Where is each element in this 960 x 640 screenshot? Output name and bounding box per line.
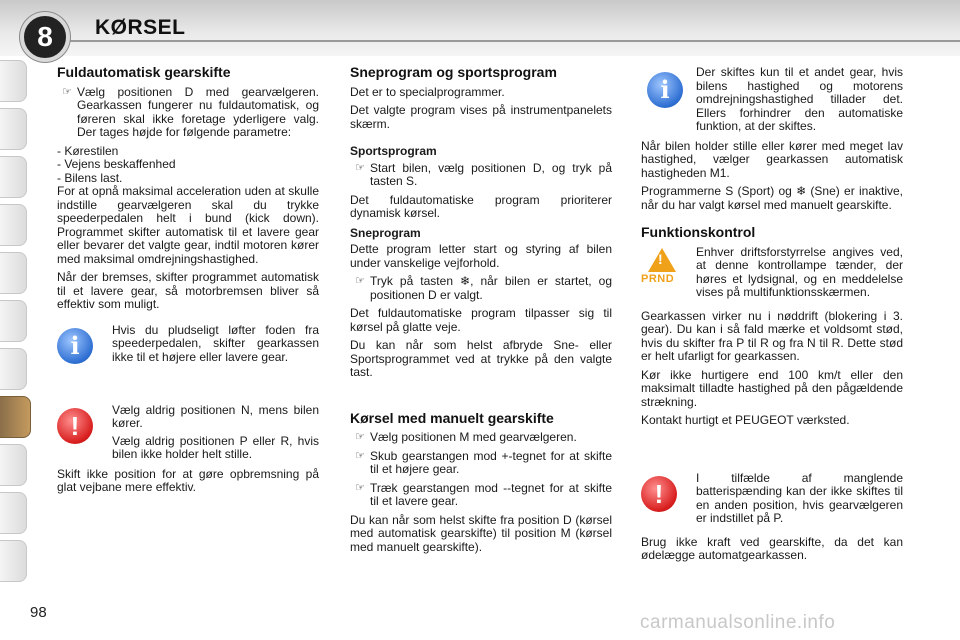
- chapter-tab-active[interactable]: [0, 396, 31, 438]
- chapter-tab[interactable]: [0, 60, 27, 102]
- bullet-text: Vælg positionen M med gearvælgeren.: [370, 430, 577, 444]
- paragraph: Gearkassen virker nu i nøddrift (blokering i 3. gear). Du kan i så fald mærke et voldsomt stød, hvis du skifter fra P til R og fra N til R. Dette stød er helt ufarligt for gearkassen.: [641, 308, 903, 363]
- paragraph: Det valgte program vises på instrumentpanelets skærm.: [350, 103, 612, 131]
- bullet-item: [57, 86, 319, 140]
- paragraph: Det fuldautomatiske program prioriterer dynamisk kørsel.: [350, 192, 612, 220]
- pointing-hand-icon: ☞: [355, 449, 365, 462]
- list-item: - Vejens beskaffenhed: [57, 157, 176, 171]
- bullet-text: Skub gearstangen mod +-tegnet for at skifte til et højere gear.: [370, 448, 612, 476]
- paragraph: Dette program letter start og styring af bilen under vanskelige vejforhold.: [350, 242, 612, 270]
- bullet-text: Vælg positionen D med gearvælgeren. Gearkassen fungerer nu fuldautomatisk, og føreren skal ikke foretage yderligere valg. Der tages højde for følgende parametre:: [77, 84, 319, 139]
- warning-note: [641, 472, 903, 530]
- note-text: Hvis du pludseligt løfter foden fra speederpedalen, skifter gearkassen ikke til et højere eller lavere gear.: [112, 322, 319, 364]
- chapter-tab[interactable]: [0, 156, 27, 198]
- chapter-tab[interactable]: [0, 204, 27, 246]
- pointing-hand-icon: ☞: [355, 481, 365, 494]
- info-icon: i: [647, 72, 683, 108]
- paragraph: Det fuldautomatiske program tilpasser sig til kørsel på glatte veje.: [350, 306, 612, 334]
- pointing-hand-icon: ☞: [355, 431, 365, 443]
- paragraph: Du kan når som helst skifte fra position D (kørsel med automatisk gearskifte) til position M (kørsel med manuelt gearskifte).: [350, 512, 612, 554]
- page-number: 98: [30, 604, 47, 621]
- section-heading: Sneprogram og sportsprogram: [350, 64, 557, 80]
- header-rule: [60, 40, 960, 42]
- paragraph: Det er to specialprogrammer.: [350, 84, 505, 99]
- pointing-hand-icon: ☞: [355, 161, 365, 174]
- paragraph: Du kan når som helst afbryde Sne- eller Sportsprogrammet ved at trykke på den valgte tast.: [350, 338, 612, 379]
- bullet-item: [350, 275, 612, 302]
- chapter-number-badge: 8: [20, 12, 70, 62]
- section-heading: Funktionskontrol: [641, 224, 756, 240]
- pointing-hand-icon: ☞: [355, 275, 365, 287]
- column-1: [57, 66, 319, 500]
- note-text: Vælg aldrig positionen N, mens bilen kører.: [112, 402, 319, 430]
- list-item: - Bilens last.: [57, 170, 123, 185]
- note-text: Enhver driftsforstyrrelse angives ved, at denne kontrollampe tænder, der høres et lydsignal, og en meddelelse vises på multifunktionsskærmen.: [696, 244, 903, 299]
- note-text: I tilfælde af manglende batterispænding kan der ikke skiftes til en anden position, hvis gearvælgeren er indstillet på P.: [696, 470, 903, 525]
- watermark: carmanualsonline.info: [640, 612, 836, 633]
- paragraph: Brug ikke kraft ved gearskifte, da det kan ødelægge automatgearkassen.: [641, 534, 903, 562]
- paragraph: For at opnå maksimal acceleration uden at skulle indstille gearvælgeren skal du trykke speederpedalen helt i bund (kick down). Programmet skifter automatisk til et lavere gear eller bevarer det valgte gear, indtil motoren kører med maksimal omdrejningshastighed.: [57, 184, 319, 266]
- section-heading: Kørsel med manuelt gearskifte: [350, 409, 554, 426]
- info-note: [57, 324, 319, 382]
- chapter-tab[interactable]: [0, 540, 27, 582]
- page-title: KØRSEL: [95, 16, 186, 39]
- paragraph: Programmerne S (Sport) og ❄ (Sne) er inaktive, når du har valgt kørsel med manuelt gearskifte.: [641, 184, 903, 212]
- paragraph: Kør ikke hurtigere end 100 km/t eller den maksimalt tilladte hastighed på den pågældende strækning.: [641, 367, 903, 409]
- list-item: - Kørestilen: [57, 143, 119, 158]
- note-text: Vælg aldrig positionen P eller R, hvis bilen ikke holder helt stille.: [112, 433, 319, 461]
- chapter-tab[interactable]: [0, 348, 27, 390]
- bullet-item: [350, 162, 612, 189]
- pointing-hand-icon: ☞: [62, 85, 72, 98]
- chapter-tab[interactable]: [0, 252, 27, 294]
- page-header: [0, 0, 960, 56]
- chapter-tab[interactable]: [0, 300, 27, 342]
- section-heading: Fuldautomatisk gearskifte: [57, 64, 231, 80]
- warning-icon: !: [57, 408, 93, 444]
- chapter-tab[interactable]: [0, 444, 27, 486]
- bullet-text: Start bilen, vælg positionen D, og tryk på tasten S.: [370, 160, 612, 188]
- bullet-item: [350, 431, 612, 445]
- bullet-item: [350, 450, 612, 477]
- warning-icon: !: [641, 476, 677, 512]
- prnd-warning-icon: ! PRND: [641, 248, 683, 292]
- subheading: Sportsprogram: [350, 144, 437, 158]
- paragraph: Når der bremses, skifter programmet automatisk til et lavere gear, så motorbremsen bliver så effektiv som muligt.: [57, 270, 319, 311]
- paragraph: Skift ikke position for at gøre opbremsning på glat vejbane mere effektiv.: [57, 466, 319, 494]
- column-2: [350, 66, 612, 559]
- parameter-list: [57, 145, 319, 186]
- paragraph: Når bilen holder stille eller kører med meget lav hastighed, vælger gearkassen automatisk hastigheden M1.: [641, 138, 903, 180]
- info-icon: i: [57, 328, 93, 364]
- bullet-item: [350, 482, 612, 509]
- paragraph: Kontakt hurtigt et PEUGEOT værksted.: [641, 413, 850, 427]
- column-3: [641, 66, 903, 568]
- chapter-tab[interactable]: [0, 492, 27, 534]
- prnd-note: [641, 246, 903, 304]
- chapter-tab[interactable]: [0, 108, 27, 150]
- warning-note: [57, 404, 319, 462]
- chapter-tabs: [0, 60, 30, 588]
- note-text: Der skiftes kun til et andet gear, hvis bilens hastighed og motorens omdrejningshastighed tillader det. Ellers forhindrer den automatiske funktion, at der skiftes.: [696, 65, 903, 133]
- bullet-text: Tryk på tasten ❄, når bilen er startet, og positionen D er valgt.: [370, 274, 612, 302]
- info-note: [641, 66, 903, 134]
- subheading: Sneprogram: [350, 225, 421, 240]
- bullet-text: Træk gearstangen mod --tegnet for at skifte til et lavere gear.: [370, 480, 612, 508]
